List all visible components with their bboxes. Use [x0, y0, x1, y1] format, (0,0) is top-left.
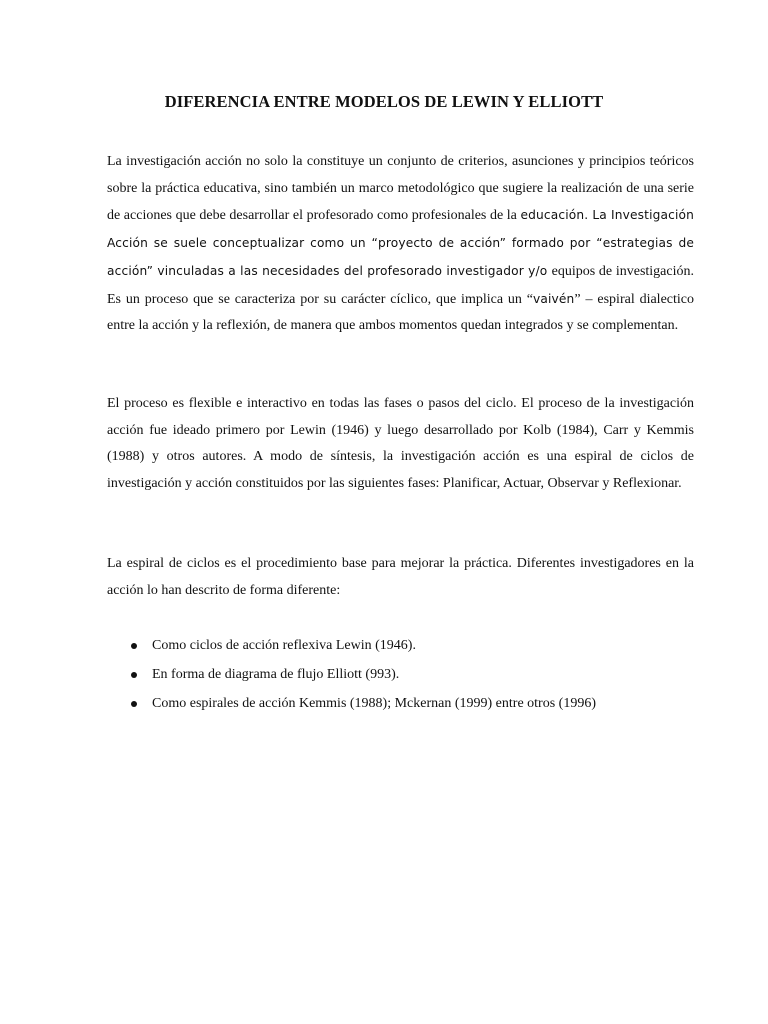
bullet-text: Como ciclos de acción reflexiva Lewin (1946). — [152, 638, 416, 653]
bullet-icon — [131, 701, 137, 707]
paragraph-intro-text-4: vaivén — [533, 291, 575, 306]
paragraph-spiral: La espiral de ciclos es el procedimiento base para mejorar la práctica. Diferentes investigadores en la acción lo han descrito de forma diferente: — [107, 556, 694, 598]
paragraph-intro-text-5: ” – espiral dialectico entre la acción y la reflexión, de manera que ambos momentos quedan integrados y se complementan. — [107, 291, 694, 334]
bullet-item — [107, 689, 694, 718]
bullet-item — [107, 660, 694, 689]
bullet-list — [107, 631, 694, 718]
paragraph-intro-text-2: educación. La Investigación Acción se suele conceptualizar como un “proyecto de acción” formado por “estrategias de acción” vinculadas a las necesidades del profesorado investigador y/o — [107, 208, 694, 278]
paragraph-intro-text-1: La investigación acción no solo la constituye un conjunto de criterios, asunciones y principios teóricos sobre la práctica educativa, sino también un marco metodológico que sugiere la realización de una serie de acciones que debe desarrollar el profesorado como profesionales de la — [107, 154, 694, 224]
bullet-text: En forma de diagrama de flujo Elliott (993). — [152, 667, 400, 682]
document-title: DIFERENCIA ENTRE MODELOS DE LEWIN Y ELLIOTT — [164, 92, 604, 111]
bullet-icon — [131, 672, 137, 678]
bullet-icon — [131, 643, 137, 649]
bullet-item — [107, 631, 694, 660]
paragraph-intro — [107, 149, 694, 340]
paragraph-process: El proceso es flexible e interactivo en todas las fases o pasos del ciclo. El proceso de la investigación acción fue ideado primero por Lewin (1946) y luego desarrollado por Kolb (1984), Carr y Kemmis (1988) y otros autores. A modo de síntesis, la investigación acción es una espiral de ciclos de investigación y acción constituidos por las siguientes fases: Planificar, Actuar, Observar y Reflexionar. — [107, 396, 694, 492]
bullet-text: Como espirales de acción Kemmis (1988); Mckernan (1999) entre otros (1996) — [152, 696, 596, 711]
paragraph-intro-text-3: equipos de investigación. Es un proceso que se caracteriza por su carácter cíclico, que implica un “ — [107, 263, 694, 307]
